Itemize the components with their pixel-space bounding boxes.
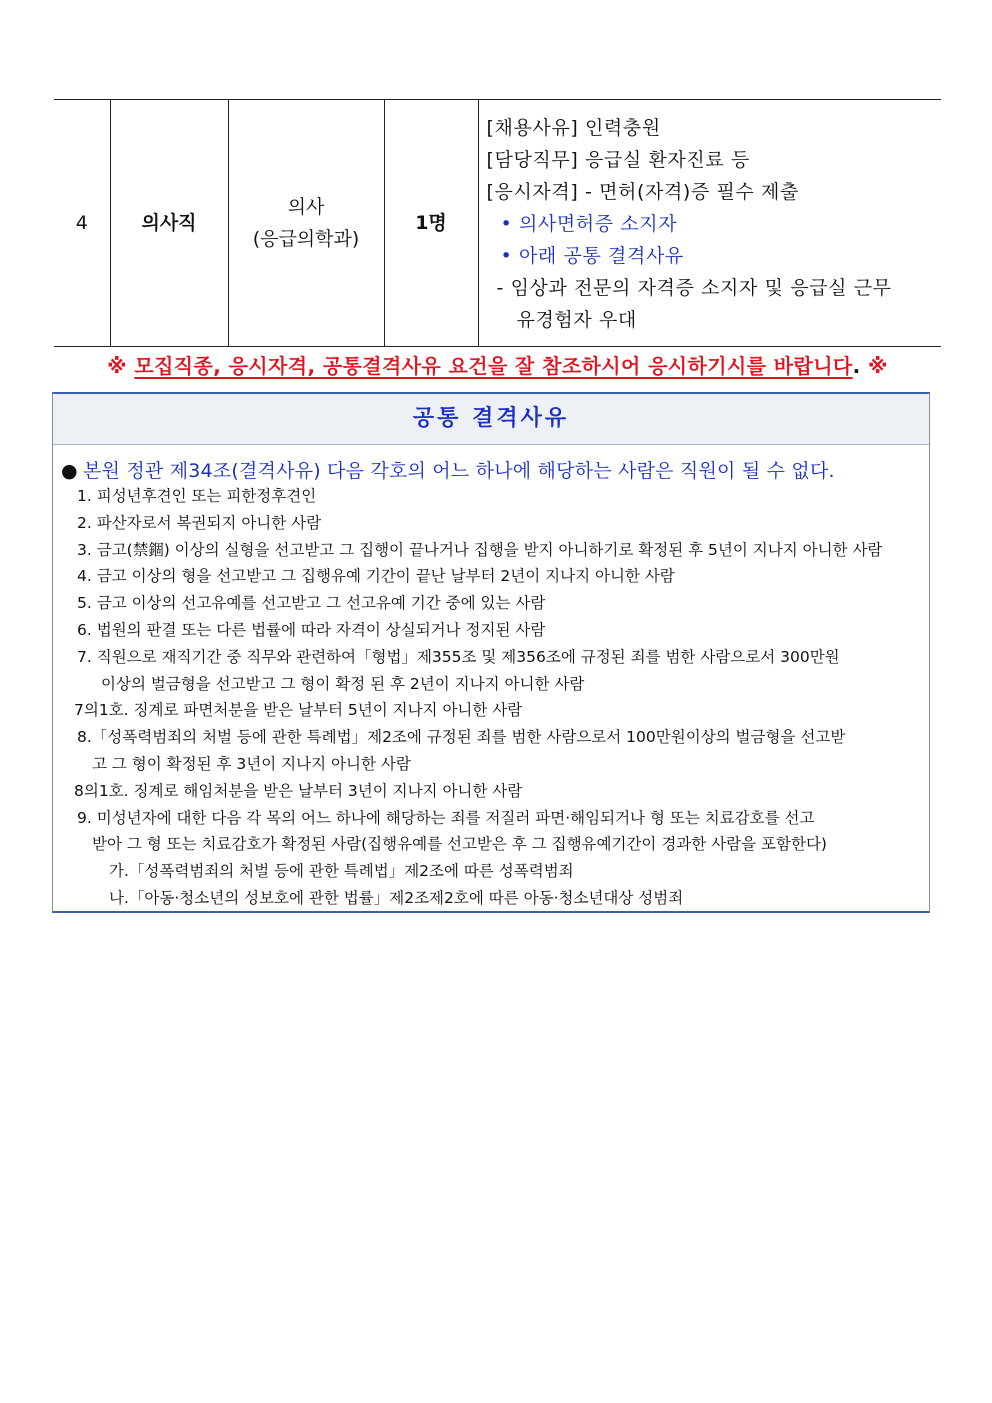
lead-text: 본원 정관 제34조(결격사유) 다음 각호의 어느 하나에 해당하는 사람은 직원이 될 수 없다. [83,460,835,482]
list-item: 3. 금고(禁錮) 이상의 실형을 선고받고 그 집행이 끝나거나 집행을 받지 아니하기로 확정된 후 5년이 지나지 아니한 사람 [77,540,883,559]
list-item: 9. 미성년자에 대한 다음 각 목의 어느 하나에 해당하는 죄를 저질러 파면·해임되거나 형 또는 치료감호를 선고 [77,808,815,827]
notice-period: . [852,354,861,378]
box-title: 공통 결격사유 [53,394,929,445]
list-item: 2. 파산자로서 복권되지 아니한 사람 [77,513,322,532]
list-item: 1. 피성년후견인 또는 피한정후견인 [77,487,317,505]
position-title: 의사 [287,196,325,218]
notice-mark-right: ※ [868,354,888,378]
disqualification-list [74,483,883,912]
notice-mark-left: ※ [107,354,127,378]
detail-preference-cont: 유경험자 우대 [516,309,637,331]
detail-preference: - 임상과 전문의 자격증 소지자 및 응급실 근무 [496,277,892,299]
detail-qualification: [응시자격] - 면허(자격)증 필수 제출 [486,181,799,203]
position-department: (응급의학과) [252,228,360,250]
list-item: 6. 법원의 판결 또는 다른 법률에 따라 자격이 상실되거나 정지된 사람 [77,620,546,639]
detail-disqualification: • 아래 공통 결격사유 [500,245,684,267]
detail-license: • 의사면허증 소지자 [500,213,678,235]
list-item: 7. 직원으로 재직기간 중 직무와 관련하여「형법」제355조 및 제356조에 규정된 죄를 범한 사람으로서 300만원 [77,647,840,666]
table-row [54,100,941,347]
disqualification-box [52,392,930,913]
list-item: 8.「성폭력범죄의 처벌 등에 관한 특례법」제2조에 규정된 죄를 범한 사람으로서 100만원이상의 벌금형을 선고받 [77,728,846,747]
row-number: 4 [54,100,110,347]
headcount: 1명 [384,100,478,347]
bullet-icon: ● [61,460,78,482]
list-item: 7의1호. 징계로 파면처분을 받은 날부터 5년이 지나지 아니한 사람 [74,701,523,720]
detail-reason: [채용사유] 인력충원 [486,117,661,139]
job-category: 의사직 [110,100,228,347]
list-item-cont: 이상의 벌금형을 선고받고 그 형이 확정 된 후 2년이 지나지 아니한 사람 [101,674,585,693]
notice-banner [54,350,941,379]
list-item-cont: 받아 그 형 또는 치료감호가 확정된 사람(집행유예를 선고받은 후 그 집행유예기간이 경과한 사람을 포함한다) [92,835,827,854]
list-item: 5. 금고 이상의 선고유예를 선고받고 그 선고유예 기간 중에 있는 사람 [77,594,546,613]
recruitment-table [54,99,941,347]
list-item: 8의1호. 징계로 해임처분을 받은 날부터 3년이 지나지 아니한 사람 [74,781,523,800]
list-item: 4. 금고 이상의 형을 선고받고 그 집행유예 기간이 끝난 날부터 2년이 지나지 아니한 사람 [77,567,675,586]
job-position [228,100,384,347]
sub-item: 나.「아동·청소년의 성보호에 관한 법률」제2조제2호에 따른 아동·청소년대상 성범죄 [109,888,684,907]
sub-item: 가.「성폭력범죄의 처벌 등에 관한 특례법」제2조에 따른 성폭력범죄 [109,862,574,881]
list-item-cont: 고 그 형이 확정된 후 3년이 지나지 아니한 사람 [92,754,411,773]
detail-duty: [담당직무] 응급실 환자진료 등 [486,149,750,171]
notice-text: 모집직종, 응시자격, 공통결격사유 요건을 잘 참조하시어 응시하기시를 바랍니다 [134,354,853,378]
job-details [478,100,941,347]
lead-statement [61,456,835,483]
